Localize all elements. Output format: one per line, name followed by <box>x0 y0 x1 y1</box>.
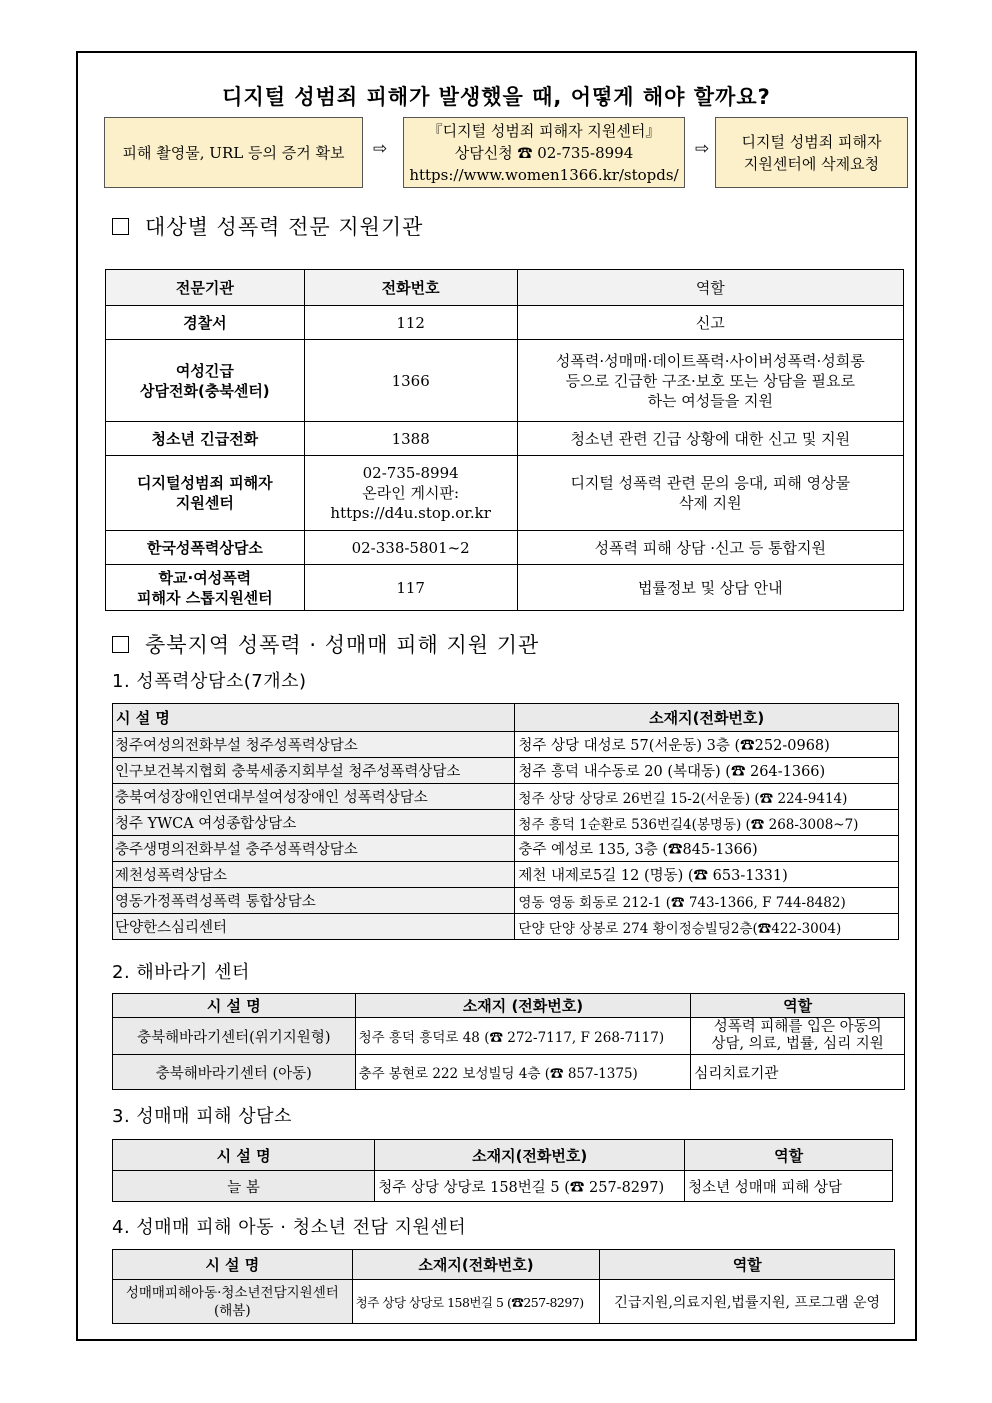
facility-address: 청주 상당 대성로 57(서운동) 3층 (☎252-0968) <box>515 732 899 758</box>
org-phone: 02-338-5801~2 <box>304 531 517 565</box>
table-row <box>106 531 904 565</box>
org-role: 청소년 관련 긴급 상황에 대한 신고 및 지원 <box>517 422 903 456</box>
specialized-agency-table <box>105 269 904 611</box>
table-row <box>113 784 899 810</box>
header-facility: 시 설 명 <box>113 1250 353 1280</box>
org-name: 학교·여성폭력 피해자 스톱지원센터 <box>106 565 305 611</box>
section-title-text: 충북지역 성폭력 · 성매매 피해 지원 기관 <box>145 633 540 657</box>
table-row <box>113 1018 905 1055</box>
table-row <box>113 888 899 914</box>
sunflower-center-table <box>112 993 905 1090</box>
org-role: 성폭력·성매매·데이트폭력·사이버성폭력·성희롱 등으로 긴급한 구조·보호 또는 상담을 필요로 하는 여성들을 지원 <box>517 340 903 422</box>
facility-address: 청주 상당 상당로 26번길 15-2(서운동) (☎ 224-9414) <box>515 784 899 810</box>
facility-address: 청주 상당 상당로 158번길 5 (☎ 257-8297) <box>375 1171 685 1202</box>
subsection-title: 1. 성폭력상담소(7개소) <box>112 671 307 692</box>
facility-name: 청주 YWCA 여성종합상담소 <box>113 810 515 836</box>
table-header-row <box>113 1140 893 1171</box>
page-title: 디지털 성범죄 피해가 발생했을 때, 어떻게 해야 할까요? <box>222 85 771 109</box>
header-facility: 시 설 명 <box>113 704 515 732</box>
table-header-row <box>113 1250 895 1280</box>
section-title-specialized <box>112 211 423 241</box>
table-row <box>113 862 899 888</box>
facility-name: 늘 봄 <box>113 1171 375 1202</box>
table-row <box>113 810 899 836</box>
header-role: 역할 <box>600 1250 895 1280</box>
facility-name: 청주여성의전화부설 청주성폭력상담소 <box>113 732 515 758</box>
youth-support-center-table <box>112 1249 895 1324</box>
header-org: 전문기관 <box>106 270 305 306</box>
header-address: 소재지(전화번호) <box>375 1140 685 1171</box>
facility-role: 성폭력 피해를 입은 아동의 상담, 의료, 법률, 심리 지원 <box>691 1018 905 1055</box>
subsection-title: 2. 해바라기 센터 <box>112 962 250 983</box>
counseling-center-table <box>112 703 899 940</box>
org-role: 신고 <box>517 306 903 340</box>
facility-name: 인구보건복지협회 충북세종지회부설 청주성폭력상담소 <box>113 758 515 784</box>
table-row <box>106 422 904 456</box>
flow-step-center <box>403 117 685 188</box>
subsection-title: 3. 성매매 피해 상담소 <box>112 1106 292 1127</box>
flow-step-center-name: 『디지털 성범죄 피해자 지원센터』 <box>427 121 661 140</box>
header-role: 역할 <box>691 994 905 1018</box>
table-header-row <box>113 704 899 732</box>
facility-address: 청주 흥덕 흥덕로 48 (☎ 272-7117, F 268-7117) <box>355 1018 691 1055</box>
org-role: 법률정보 및 상담 안내 <box>517 565 903 611</box>
facility-address: 단양 단양 상봉로 274 황이정승빌딩2층(☎422-3004) <box>515 914 899 940</box>
subsection-title: 4. 성매매 피해 아동 · 청소년 전담 지원센터 <box>112 1217 467 1238</box>
table-row <box>113 836 899 862</box>
facility-address: 영동 영동 회동로 212-1 (☎ 743-1366, F 744-8482) <box>515 888 899 914</box>
flow-step-evidence-text: 피해 촬영물, URL 등의 증거 확보 <box>122 143 345 162</box>
org-role: 디지털 성폭력 관련 문의 응대, 피해 영상물 삭제 지원 <box>517 456 903 531</box>
header-facility: 시 설 명 <box>113 1140 375 1171</box>
facility-address: 청주 흥덕 내수동로 20 (복대동) (☎ 264-1366) <box>515 758 899 784</box>
checkbox-square-icon <box>112 636 129 653</box>
org-phone: 1388 <box>304 422 517 456</box>
flow-step-delete-line1: 디지털 성범죄 피해자 <box>741 132 882 151</box>
org-phone: 112 <box>304 306 517 340</box>
table-header-row <box>106 270 904 306</box>
flow-step-center-url: https://www.women1366.kr/stopds/ <box>409 165 679 184</box>
flow-arrow-icon: ⇨ <box>373 139 388 159</box>
section-title-text: 대상별 성폭력 전문 지원기관 <box>145 215 424 239</box>
facility-role: 긴급지원,의료지원,법률지원, 프로그램 운영 <box>600 1280 895 1324</box>
table-row <box>113 758 899 784</box>
flow-step-delete-line2: 지원센터에 삭제요청 <box>743 154 880 173</box>
header-address: 소재지(전화번호) <box>515 704 899 732</box>
facility-address: 충주 예성로 135, 3층 (☎845-1366) <box>515 836 899 862</box>
facility-name: 제천성폭력상담소 <box>113 862 515 888</box>
flow-arrow-icon: ⇨ <box>695 139 710 159</box>
org-phone: 02-735-8994 온라인 게시판: https://d4u.stop.or.kr <box>304 456 517 531</box>
facility-name: 영동가정폭력성폭력 통합상담소 <box>113 888 515 914</box>
facility-role: 청소년 성매매 피해 상담 <box>685 1171 893 1202</box>
facility-address: 청주 흥덕 1순환로 536번길4(봉명동) (☎ 268-3008~7) <box>515 810 899 836</box>
header-phone: 전화번호 <box>304 270 517 306</box>
org-name: 여성긴급 상담전화(충북센터) <box>106 340 305 422</box>
table-row <box>113 1055 905 1090</box>
flow-step-center-phone: 상담신청 ☎ 02-735-8994 <box>454 143 634 162</box>
table-row <box>113 732 899 758</box>
section-title-chungbuk <box>112 629 539 659</box>
header-role: 역할 <box>517 270 903 306</box>
facility-name: 단양한스심리센터 <box>113 914 515 940</box>
table-row <box>113 914 899 940</box>
table-row <box>113 1280 895 1324</box>
table-row <box>106 306 904 340</box>
header-address: 소재지(전화번호) <box>352 1250 600 1280</box>
facility-name: 충북여성장애인연대부설여성장애인 성폭력상담소 <box>113 784 515 810</box>
org-phone: 117 <box>304 565 517 611</box>
header-role: 역할 <box>685 1140 893 1171</box>
checkbox-square-icon <box>112 218 129 235</box>
facility-name: 성매매피해아동·청소년전담지원센터 (해봄) <box>113 1280 353 1324</box>
prostitution-counseling-table <box>112 1139 893 1202</box>
facility-address: 제천 내제로5길 12 (명동) (☎ 653-1331) <box>515 862 899 888</box>
facility-name: 충북해바라기센터 (아동) <box>113 1055 356 1090</box>
header-address: 소재지 (전화번호) <box>355 994 691 1018</box>
org-role: 성폭력 피해 상담 ·신고 등 통합지원 <box>517 531 903 565</box>
flow-step-evidence <box>104 117 363 188</box>
facility-role: 심리치료기관 <box>691 1055 905 1090</box>
facility-address: 충주 봉현로 222 보성빌딩 4층 (☎ 857-1375) <box>355 1055 691 1090</box>
org-name: 경찰서 <box>106 306 305 340</box>
org-name: 청소년 긴급전화 <box>106 422 305 456</box>
page-frame <box>76 51 917 1341</box>
facility-name: 충주생명의전화부설 충주성폭력상담소 <box>113 836 515 862</box>
table-row <box>106 456 904 531</box>
header-facility: 시 설 명 <box>113 994 356 1018</box>
table-header-row <box>113 994 905 1018</box>
org-phone: 1366 <box>304 340 517 422</box>
facility-name: 충북해바라기센터(위기지원형) <box>113 1018 356 1055</box>
table-row <box>106 565 904 611</box>
table-row <box>113 1171 893 1202</box>
table-row <box>106 340 904 422</box>
flow-step-delete <box>715 117 908 188</box>
org-name: 한국성폭력상담소 <box>106 531 305 565</box>
facility-address: 청주 상당 상당로 158번길 5 (☎257-8297) <box>352 1280 600 1324</box>
org-name: 디지털성범죄 피해자 지원센터 <box>106 456 305 531</box>
